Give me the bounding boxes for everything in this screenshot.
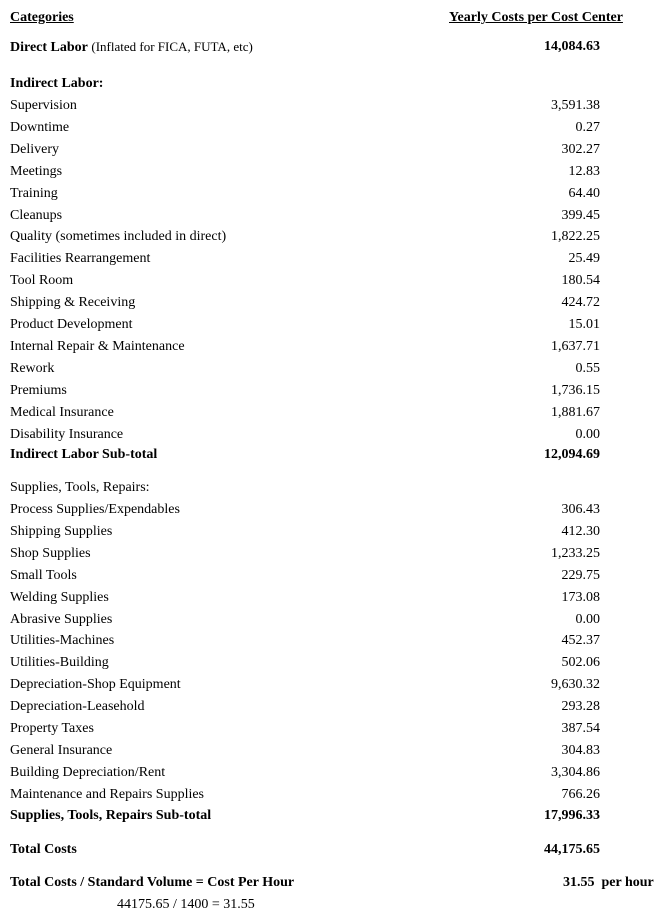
line-item-row [10, 610, 600, 630]
line-item-label: Rework [10, 360, 55, 376]
line-item-value: 9,630.32 [551, 677, 600, 693]
supplies-subtotal-value: 17,996.33 [544, 808, 600, 823]
line-item-row [10, 249, 600, 269]
line-item-row [10, 653, 600, 673]
cost-per-hour-value-group [563, 873, 654, 893]
line-item-row [10, 315, 600, 335]
line-item-label: Process Supplies/Expendables [10, 502, 180, 517]
line-item-label: Facilities Rearrangement [10, 251, 151, 267]
line-item-value: 3,304.86 [551, 764, 600, 780]
line-item-row [10, 425, 600, 445]
line-item-row [10, 271, 600, 291]
line-item-label: Depreciation-Shop Equipment [10, 677, 181, 693]
line-item-label: Training [10, 185, 58, 201]
line-item-row [10, 162, 600, 182]
supplies-subtotal-label: Supplies, Tools, Repairs Sub-total [10, 808, 212, 823]
cost-per-hour-label: Total Costs / Standard Volume = Cost Per Hour [10, 875, 295, 890]
line-item-label: Supervision [10, 98, 77, 113]
line-item-row [10, 785, 600, 805]
yearly-costs-header: Yearly Costs per Cost Center [449, 10, 623, 25]
total-costs-row [10, 840, 600, 860]
indirect-labor-subtotal-row [10, 445, 600, 465]
line-item-row [10, 381, 600, 401]
line-item-label: Delivery [10, 141, 59, 157]
line-item-value: 0.55 [575, 360, 600, 376]
total-costs-value: 44,175.65 [544, 842, 600, 857]
line-item-label: Cleanups [10, 207, 63, 223]
indirect-labor-subtotal-label: Indirect Labor Sub-total [10, 447, 158, 462]
line-item-label: Property Taxes [10, 721, 94, 736]
cost-per-hour-calculation: 44175.65 / 1400 = 31.55 [117, 897, 255, 912]
line-item-value: 180.54 [561, 273, 600, 289]
line-item-label: Product Development [10, 317, 133, 332]
total-costs-label: Total Costs [10, 842, 77, 857]
direct-labor-label-group [10, 37, 253, 58]
line-item-value: 0.00 [575, 426, 600, 442]
line-item-value: 173.08 [561, 589, 600, 605]
supplies-heading-row [10, 478, 600, 498]
direct-labor-row [10, 37, 600, 57]
cost-per-hour-unit: per hour [601, 875, 654, 890]
line-item-value: 25.49 [568, 251, 600, 267]
line-item-value: 304.83 [561, 742, 600, 758]
line-item-row [10, 500, 600, 520]
line-item-value: 1,822.25 [551, 229, 600, 245]
line-item-label: Depreciation-Leasehold [10, 699, 145, 715]
line-item-row [10, 697, 600, 717]
line-item-label: General Insurance [10, 742, 113, 758]
line-item-row [10, 293, 600, 313]
line-item-row [10, 675, 600, 695]
line-item-label: Meetings [10, 163, 63, 179]
line-item-value: 64.40 [568, 185, 600, 201]
line-item-label: Maintenance and Repairs Supplies [10, 786, 205, 802]
line-item-label: Utilities-Machines [10, 633, 115, 649]
line-item-value: 0.27 [575, 119, 600, 135]
line-item-value: 766.26 [561, 786, 600, 802]
line-item-row [10, 544, 600, 564]
line-item-value: 399.45 [561, 207, 600, 223]
line-item-row [10, 96, 600, 116]
line-item-value: 3,591.38 [551, 98, 600, 113]
line-item-label: Medical Insurance [10, 404, 114, 420]
direct-labor-value: 14,084.63 [544, 39, 600, 54]
line-item-label: Welding Supplies [10, 589, 109, 605]
line-item-row [10, 631, 600, 651]
line-item-label: Building Depreciation/Rent [10, 764, 166, 780]
line-item-row [10, 184, 600, 204]
line-item-value: 302.27 [561, 141, 600, 157]
line-item-row [10, 741, 600, 761]
line-item-row [10, 359, 600, 379]
line-item-value: 412.30 [561, 523, 600, 539]
line-item-row [10, 140, 600, 160]
line-item-value: 293.28 [561, 699, 600, 715]
indirect-labor-heading-row [10, 74, 600, 94]
line-item-label: Quality (sometimes included in direct) [10, 229, 227, 245]
line-item-value: 387.54 [561, 721, 600, 736]
categories-header: Categories [10, 10, 74, 25]
line-item-value: 229.75 [561, 567, 600, 583]
line-item-row [10, 227, 600, 247]
line-item-value: 452.37 [561, 633, 600, 649]
cost-per-hour-row [10, 873, 600, 893]
line-item-label: Shipping Supplies [10, 523, 113, 539]
supplies-heading: Supplies, Tools, Repairs: [10, 480, 150, 495]
line-item-value: 1,637.71 [551, 338, 600, 354]
line-item-label: Abrasive Supplies [10, 611, 113, 627]
indirect-labor-heading: Indirect Labor: [10, 76, 104, 91]
direct-labor-note: (Inflated for FICA, FUTA, etc) [91, 39, 253, 54]
line-item-row [10, 588, 600, 608]
line-item-label: Utilities-Building [10, 655, 109, 671]
line-item-value: 0.00 [575, 611, 600, 627]
line-item-label: Internal Repair & Maintenance [10, 338, 185, 354]
line-item-label: Tool Room [10, 273, 74, 289]
line-item-value: 1,233.25 [551, 545, 600, 561]
line-item-value: 502.06 [561, 655, 600, 671]
direct-labor-label: Direct Labor [10, 40, 88, 55]
line-item-row [10, 118, 600, 138]
line-item-value: 12.83 [568, 163, 600, 179]
line-item-label: Downtime [10, 119, 70, 135]
line-item-label: Small Tools [10, 567, 77, 583]
indirect-labor-subtotal-value: 12,094.69 [544, 447, 600, 462]
line-item-row [10, 206, 600, 226]
line-item-row [10, 403, 600, 423]
line-item-label: Disability Insurance [10, 426, 124, 442]
line-item-label: Premiums [10, 382, 67, 398]
cost-per-hour-value: 31.55 [563, 875, 595, 890]
supplies-subtotal-row [10, 806, 600, 826]
line-item-row [10, 566, 600, 586]
line-item-label: Shop Supplies [10, 545, 91, 561]
line-item-value: 424.72 [561, 295, 600, 311]
line-item-row [10, 719, 600, 739]
line-item-value: 306.43 [561, 502, 600, 517]
line-item-label: Shipping & Receiving [10, 295, 136, 311]
line-item-row [10, 337, 600, 357]
line-item-value: 1,881.67 [551, 404, 600, 420]
line-item-value: 1,736.15 [551, 382, 600, 398]
line-item-row [10, 522, 600, 542]
line-item-row [10, 763, 600, 783]
line-item-value: 15.01 [568, 317, 600, 332]
